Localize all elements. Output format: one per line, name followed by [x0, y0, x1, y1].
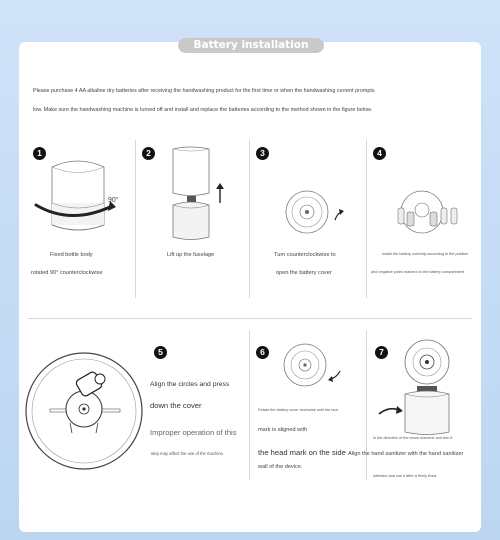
step4-caption-1: Install the battery correctly according to the positive — [382, 252, 469, 256]
step5-illustration — [20, 345, 150, 485]
step6-caption-1: Rotate the battery cover clockwise until the lock — [258, 408, 338, 412]
step2-caption-1: Lift up the fuselage — [167, 252, 215, 258]
divider — [135, 140, 136, 298]
intro-line-2: low. Make sure the handwashing machine is turned off and install and replace the batteries according to the method shown in the figure below. — [33, 107, 373, 113]
step7-caption-3: interface and use it after a firmly fixed. — [373, 474, 438, 478]
step5-caption-1: Align the circles and press — [150, 381, 230, 388]
step6-caption-2: mark is aligned with — [258, 427, 308, 433]
step-number-4: 4 — [373, 147, 386, 160]
step-number-1: 1 — [33, 147, 46, 160]
step6-caption-4: wall of the device. — [258, 464, 303, 470]
step-number-3: 3 — [256, 147, 269, 160]
divider — [366, 330, 367, 480]
step3-caption-2: open the battery cover — [276, 270, 332, 276]
step2-illustration — [165, 143, 235, 243]
divider — [366, 140, 367, 298]
intro-line-1: Please purchase 4 AA alkaline dry batteries after receiving the handwashing product for the first time or when the handwashing current prompts — [33, 88, 375, 94]
angle-label: 90° — [108, 197, 119, 204]
step3-caption-1: Turn counterclockwise to — [274, 252, 336, 258]
divider — [249, 330, 250, 480]
step7-caption-2: Align the hand sanitizer with the hand sanitizer — [348, 451, 464, 457]
step-number-7: 7 — [375, 346, 388, 359]
step5-caption-3: Improper operation of this — [150, 428, 237, 437]
divider — [249, 140, 250, 298]
step5-caption-4: step may affect the use of the machine. — [151, 451, 225, 456]
step1-caption-2: rotated 90° counterclockwise — [31, 270, 103, 276]
step3-illustration — [285, 190, 365, 240]
divider — [28, 318, 472, 319]
step5-caption-2: down the cover — [150, 401, 202, 410]
step-number-2: 2 — [142, 147, 155, 160]
step7-caption-1: In the direction of the arrow machine and turn it — [373, 436, 453, 440]
step1-caption-1: Fixed bottle body — [50, 252, 93, 258]
step1-illustration — [30, 145, 130, 245]
page-title: Battery installation method — [178, 38, 324, 53]
step6-illustration — [280, 343, 360, 393]
step7-illustration — [375, 338, 475, 438]
step-number-5: 5 — [154, 346, 167, 359]
step6-caption-3: the head mark on the side — [258, 448, 346, 457]
step-number-6: 6 — [256, 346, 269, 359]
step4-illustration — [395, 190, 475, 240]
step4-caption-2: and negative poles marked on the battery compartment — [371, 270, 465, 274]
